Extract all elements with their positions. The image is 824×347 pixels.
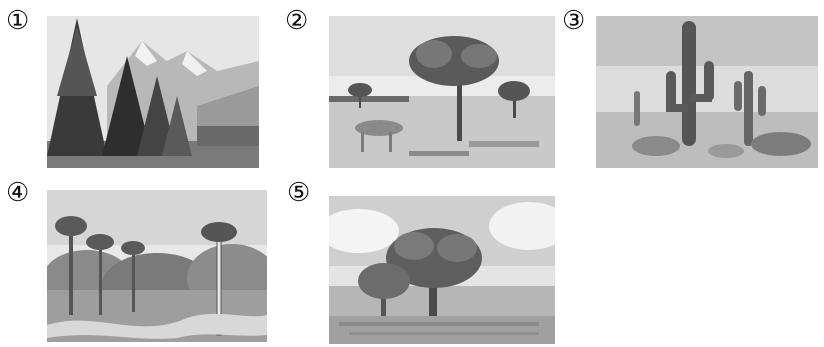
grassland-trees-image <box>329 196 555 344</box>
panel-number-1: ① <box>6 6 30 36</box>
tropical-forest-image <box>47 190 267 342</box>
panel-number-5: ⑤ <box>287 178 311 208</box>
panel-number-4: ④ <box>6 178 30 208</box>
coniferous-forest-image <box>47 16 259 168</box>
panel-number-3: ③ <box>562 6 586 36</box>
desert-image <box>596 16 818 168</box>
panel-number-2: ② <box>285 6 309 36</box>
savanna-image <box>329 16 555 168</box>
